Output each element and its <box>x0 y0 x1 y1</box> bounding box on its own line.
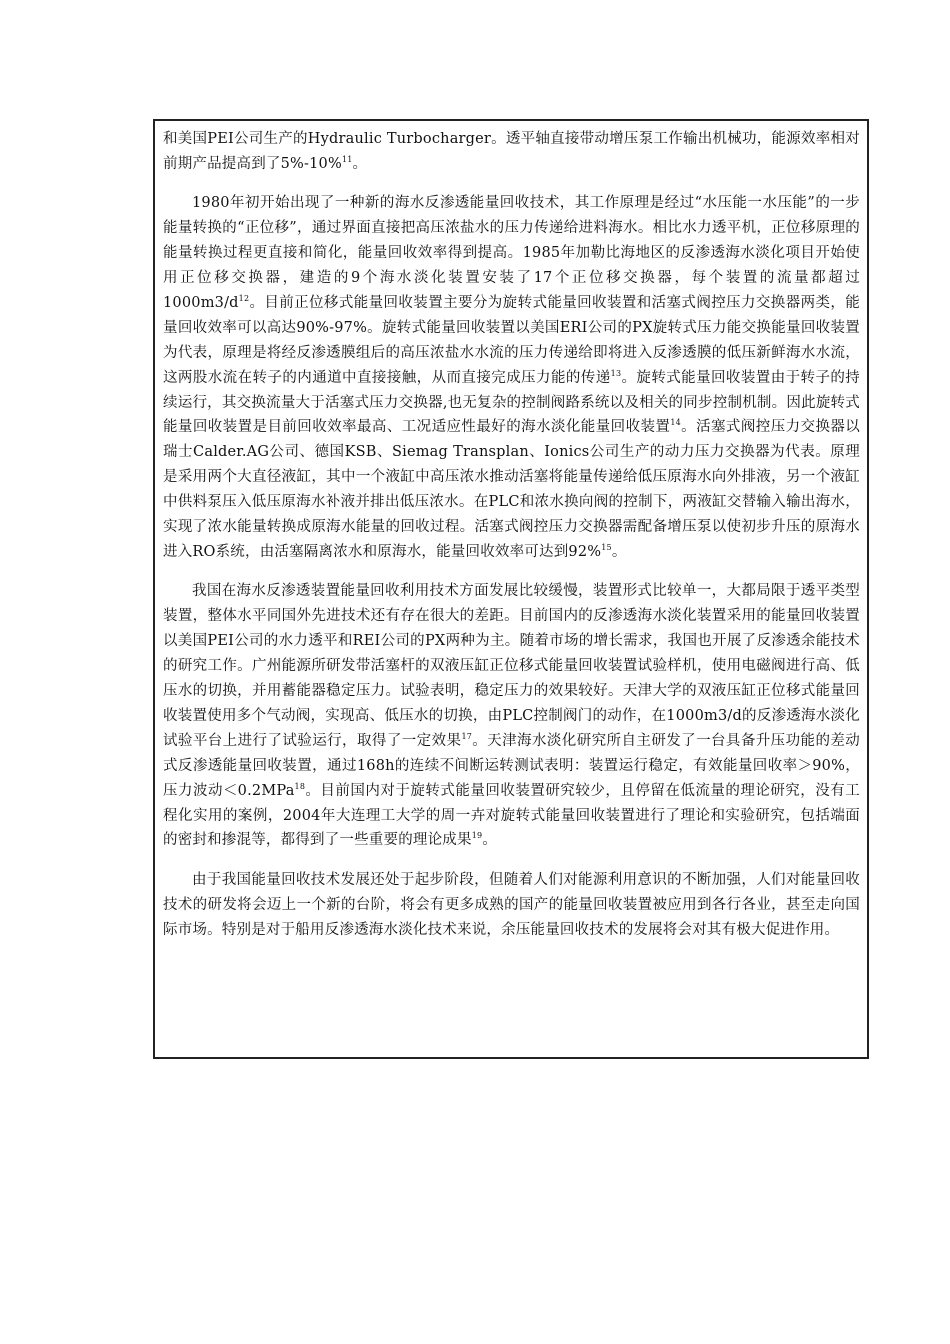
citation-superscript: 14 <box>670 418 681 428</box>
paragraph <box>163 868 860 943</box>
paragraph-text: 。 <box>611 544 627 560</box>
document-body <box>163 127 860 957</box>
paragraph <box>163 127 860 177</box>
paragraph-text: 。旋转式能量回收装置由于转子的持续运行，其交换流量大于活塞式压力交换器,也无复杂的控制阀路系统以及相关的同步控制机制。因此旋转式能量回收装置是目前回收效率最高、工况适应性最好的海水淡化能量回收装置 <box>163 369 860 436</box>
paragraph-text: 。目前国内对于旋转式能量回收装置研究较少，且停留在低流量的理论研究，没有工程化实用的案例，2004年大连理工大学的周一卉对旋转式能量回收装置进行了理论和实验研究，包括端面的密封和掺混等，都得到了一些重要的理论成果 <box>163 782 860 849</box>
paragraph-text: 。目前正位移式能量回收装置主要分为旋转式能量回收装置和活塞式阀控压力交换器两类，能量回收效率可以高达90%-97%。旋转式能量回收装置以美国ERI公司的PX旋转式压力能交换能量回收装置为代表，原理是将经反渗透膜组后的高压浓盐水水流的压力传递给即将进入反渗透膜的低压新鲜海水水流，这两股水流在转子的内通道中直接接触，从而直接完成压力能的传递 <box>163 294 860 386</box>
citation-superscript: 17 <box>461 731 473 741</box>
paragraph-text: 和美国PEI公司生产的Hydraulic Turbocharger。透平轴直接带动增压泵工作输出机械功，能源效率相对前期产品提高到了5%-10% <box>163 131 860 172</box>
paragraph-text: 。 <box>352 155 368 172</box>
citation-superscript: 12 <box>238 293 250 303</box>
citation-superscript: 18 <box>294 781 306 791</box>
paragraph-text: 1980年初开始出现了一种新的海水反渗透能量回收技术，其工作原理是经过“水压能一水压能”的一步能量转换的“正位移”，通过界面直接把高压浓盐水的压力传递给进料海水。相比水力透平机，正位移原理的能量转换过程更直接和简化，能量回收效率得到提高。1985年加勒比海地区的反渗透海水淡化项目开始使用正位移交换器，建造的9个海水淡化装置安装了17个正位移交换器，每个装置的流量都超过1000m3/d <box>163 195 860 311</box>
paragraph-text: 我国在海水反渗透装置能量回收利用技术方面发展比较缓慢，装置形式比较单一，大都局限于透平类型装置，整体水平同国外先进技术还有存在很大的差距。目前国内的反渗透海水淡化装置采用的能量回收装置以美国PEI公司的水力透平和REI公司的PX两种为主。随着市场的增长需求，我国也开展了反渗透余能技术的研究工作。广州能源所研发带活塞杆的双液压缸正位移式能量回收装置试验样机，使用电磁阀进行高、低压水的切换，并用蓄能器稳定压力。试验表明，稳定压力的效果较好。天津大学的双液压缸正位移式能量回收装置使用多个气动阀，实现高、低压水的切换，由PLC控制阀门的动作，在1000m3/d的反渗透海水淡化试验平台上进行了试验运行，取得了一定效果 <box>163 583 860 749</box>
citation-superscript: 13 <box>610 368 622 378</box>
citation-superscript: 11 <box>341 154 353 164</box>
paragraph-text: 。 <box>482 832 497 849</box>
citation-superscript: 15 <box>601 543 612 552</box>
paragraph <box>163 579 860 853</box>
paragraph <box>163 191 860 565</box>
citation-superscript: 19 <box>471 831 483 841</box>
paragraph-text: 。天津海水淡化研究所自主研发了一台具备升压功能的差动式反渗透能量回收装置，通过168h的连续不间断运转测试表明：装置运行稳定，有效能量回收率＞90%，压力波动＜0.2MPa <box>163 732 860 799</box>
paragraph-text: 由于我国能量回收技术发展还处于起步阶段，但随着人们对能源利用意识的不断加强，人们对能量回收技术的研发将会迈上一个新的台阶，将会有更多成熟的国产的能量回收装置被应用到各行各业，甚至走向国际市场。特别是对于船用反渗透海水淡化技术来说，余压能量回收技术的发展将会对其有极大促进作用。 <box>163 871 860 938</box>
paragraph-text: 。活塞式阀控压力交换器以瑞士Calder.AG公司、德国KSB、Siemag Transplan、Ionics公司生产的动力压力交换器为代表。原理是采用两个大直径液缸，其中一个液缸中高压浓水推动活塞将能量传递给低压原海水向外排液，另一个液缸中供料泵压入低压原海水补液并排出低压浓水。在PLC和浓水换向阀的控制下，两液缸交替输入输出海水，实现了浓水能量转换成原海水能量的回收过程。活塞式阀控压力交换器需配备增压泵以使初步升压的原海水进入RO系统，由活塞隔离浓水和原海水，能量回收效率可达到92% <box>163 419 860 560</box>
